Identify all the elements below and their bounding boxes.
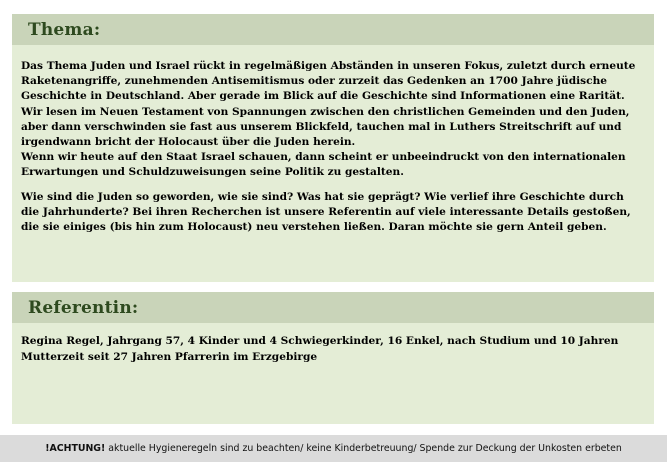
footer-warning: !ACHTUNG! xyxy=(45,443,106,454)
footer-text: aktuelle Hygieneregeln sind zu beachten/ keine Kinderbetreuung/ Spende zur Deckung der Unkosten erbeten xyxy=(108,443,622,454)
thema-paragraph: Wir lesen im Neuen Testament von Spannungen zwischen den christlichen Gemeinden und den Juden, aber dann verschwinden sie fast aus unserem Blickfeld, tauchen mal in Luthers Streitschrift auf und irgendwann bricht der Holocaust über die Juden herein. xyxy=(21,105,630,149)
thema-paragraph: Wie sind die Juden so geworden, wie sie sind? Was hat sie geprägt? Wie verlief ihre Geschichte durch die Jahrhunderte? Bei ihren Recherchen ist unsere Referentin auf viele interessante Details gestoßen, die sie einiges (bis hin zum Holocaust) neu verstehen ließen. Daran möchte sie gern Anteil geben. xyxy=(21,190,631,234)
referentin-heading: Referentin: xyxy=(28,297,139,318)
thema-paragraph: Das Thema Juden und Israel rückt in regelmäßigen Abständen in unseren Fokus, zuletzt durch erneute Raketenangriffe, zunehmenden Antisemitismus oder zurzeit das Gedenken an 1700 Jahre jüdische Geschichte in Deutschland. Aber gerade im Blick auf die Geschichte sind Informationen eine Rarität. xyxy=(21,60,636,103)
referentin-text: Regina Regel, Jahrgang 57, 4 Kinder und 4 Schwiegerkinder, 16 Enkel, nach Studium und 10 Jahren Mutterzeit seit 27 Jahren Pfarrerin im Erzgebirge xyxy=(21,335,619,363)
thema-header xyxy=(12,14,654,45)
referentin-header xyxy=(12,292,654,323)
footer-notice xyxy=(0,435,667,462)
thema-section xyxy=(12,14,654,282)
referentin-section xyxy=(12,292,654,424)
thema-heading: Thema: xyxy=(28,19,101,40)
thema-body xyxy=(12,45,654,235)
thema-paragraph: Wenn wir heute auf den Staat Israel schauen, dann scheint er unbeeindruckt von den internationalen Erwartungen und Schuldzuweisungen seine Politik zu gestalten. xyxy=(21,151,626,179)
referentin-body xyxy=(12,323,654,365)
